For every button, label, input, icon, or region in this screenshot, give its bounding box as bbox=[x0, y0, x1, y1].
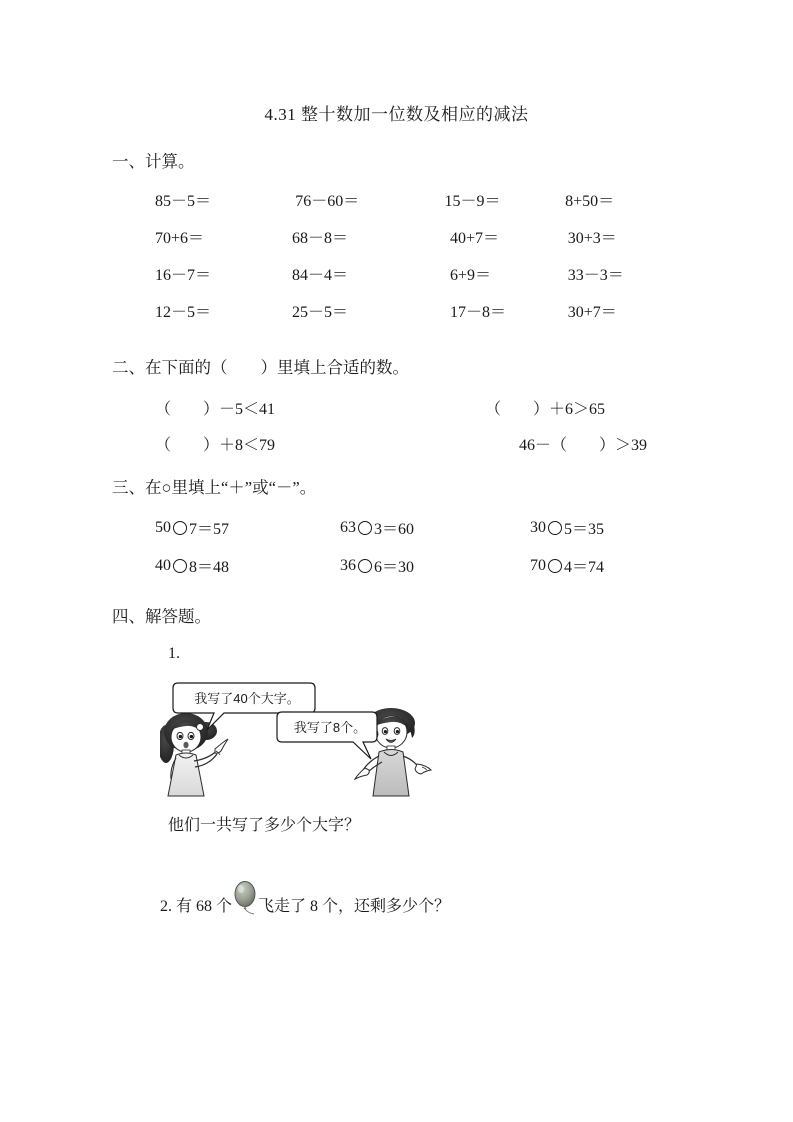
section-heading-three: 三、在○里填上“＋”或“－”。 bbox=[112, 478, 317, 497]
operand-left: 70 bbox=[530, 556, 546, 574]
operator-circle-grid bbox=[155, 516, 695, 592]
question-number-1: 1. bbox=[168, 645, 180, 662]
operand-right: 6＝30 bbox=[374, 559, 415, 576]
operand-right: 8＝48 bbox=[189, 559, 230, 576]
calc-row bbox=[155, 262, 675, 299]
calc-item: 40+7＝ bbox=[449, 230, 499, 247]
section-heading-two: 二、在下面的（ ）里填上合适的数。 bbox=[112, 358, 409, 377]
operand-left: 50 bbox=[155, 518, 171, 536]
circle-row bbox=[155, 554, 695, 592]
calc-item: 17－8＝ bbox=[449, 304, 506, 321]
operand-right: 4＝74 bbox=[564, 559, 605, 576]
calc-row bbox=[155, 225, 675, 262]
circle-blank-icon[interactable] bbox=[548, 559, 562, 573]
circle-blank-icon[interactable] bbox=[358, 559, 372, 573]
circle-blank-icon[interactable] bbox=[173, 559, 187, 573]
blank-row bbox=[155, 432, 695, 468]
boy-speech-text: 我写了8个。 bbox=[293, 720, 367, 735]
calc-item: 16－7＝ bbox=[155, 267, 212, 284]
circle-blank-icon[interactable] bbox=[358, 521, 372, 535]
circle-blank-icon[interactable] bbox=[173, 521, 187, 535]
circle-item bbox=[155, 516, 340, 539]
blank-row bbox=[155, 396, 695, 432]
section-heading-four: 四、解答题。 bbox=[112, 607, 211, 626]
calc-item: 15－9＝ bbox=[444, 193, 501, 210]
calc-item: 76－60＝ bbox=[295, 193, 360, 210]
calc-item: 85－5＝ bbox=[155, 193, 212, 210]
circle-item bbox=[340, 516, 530, 539]
operand-left: 30 bbox=[530, 518, 546, 536]
question-2-line bbox=[160, 893, 450, 916]
blank-item: （ ）＋6＞65 bbox=[485, 401, 606, 418]
calc-item: 68－8＝ bbox=[291, 230, 348, 247]
question-2-after: 飞走了 8 个，还剩多少个？ bbox=[258, 898, 451, 915]
circle-item bbox=[340, 554, 530, 577]
blank-item: （ ）＋8＜79 bbox=[155, 437, 276, 454]
balloon-icon bbox=[232, 898, 258, 914]
calc-item: 8+50＝ bbox=[565, 193, 615, 210]
circle-blank-icon[interactable] bbox=[548, 521, 562, 535]
blank-item: （ ）－5＜41 bbox=[155, 401, 276, 418]
girl-speech-text: 我写了40个大字。 bbox=[194, 691, 300, 706]
calc-item: 30+3＝ bbox=[567, 230, 617, 247]
calc-item: 33－3＝ bbox=[567, 267, 624, 284]
calculation-grid bbox=[155, 188, 675, 336]
section-heading-one: 一、计算。 bbox=[112, 152, 195, 171]
operand-right: 7＝57 bbox=[189, 521, 230, 538]
calc-row bbox=[155, 299, 675, 336]
calc-item: 25－5＝ bbox=[291, 304, 348, 321]
question-2-before: 2. 有 68 个 bbox=[160, 898, 233, 915]
calc-item: 12－5＝ bbox=[155, 304, 212, 321]
calc-row bbox=[155, 188, 675, 225]
children-illustration bbox=[160, 680, 460, 805]
calc-item: 30+7＝ bbox=[567, 304, 617, 321]
girl-figure bbox=[160, 713, 228, 796]
page-title: 4.31 整十数加一位数及相应的减法 bbox=[264, 105, 529, 124]
calc-item: 6+9＝ bbox=[449, 267, 491, 284]
fill-blank-grid bbox=[155, 396, 695, 468]
question-1-text: 他们一共写了多少个大字？ bbox=[168, 817, 361, 834]
circle-row bbox=[155, 516, 695, 554]
calc-item: 84－4＝ bbox=[291, 267, 348, 284]
circle-item bbox=[530, 554, 680, 577]
circle-item bbox=[155, 554, 340, 577]
operand-left: 63 bbox=[340, 518, 356, 536]
operand-left: 40 bbox=[155, 556, 171, 574]
blank-item: 46－（ ）＞39 bbox=[519, 437, 648, 454]
circle-item bbox=[530, 516, 680, 539]
operand-right: 5＝35 bbox=[564, 521, 605, 538]
operand-right: 3＝60 bbox=[374, 521, 415, 538]
calc-item: 70+6＝ bbox=[155, 230, 205, 247]
operand-left: 36 bbox=[340, 556, 356, 574]
